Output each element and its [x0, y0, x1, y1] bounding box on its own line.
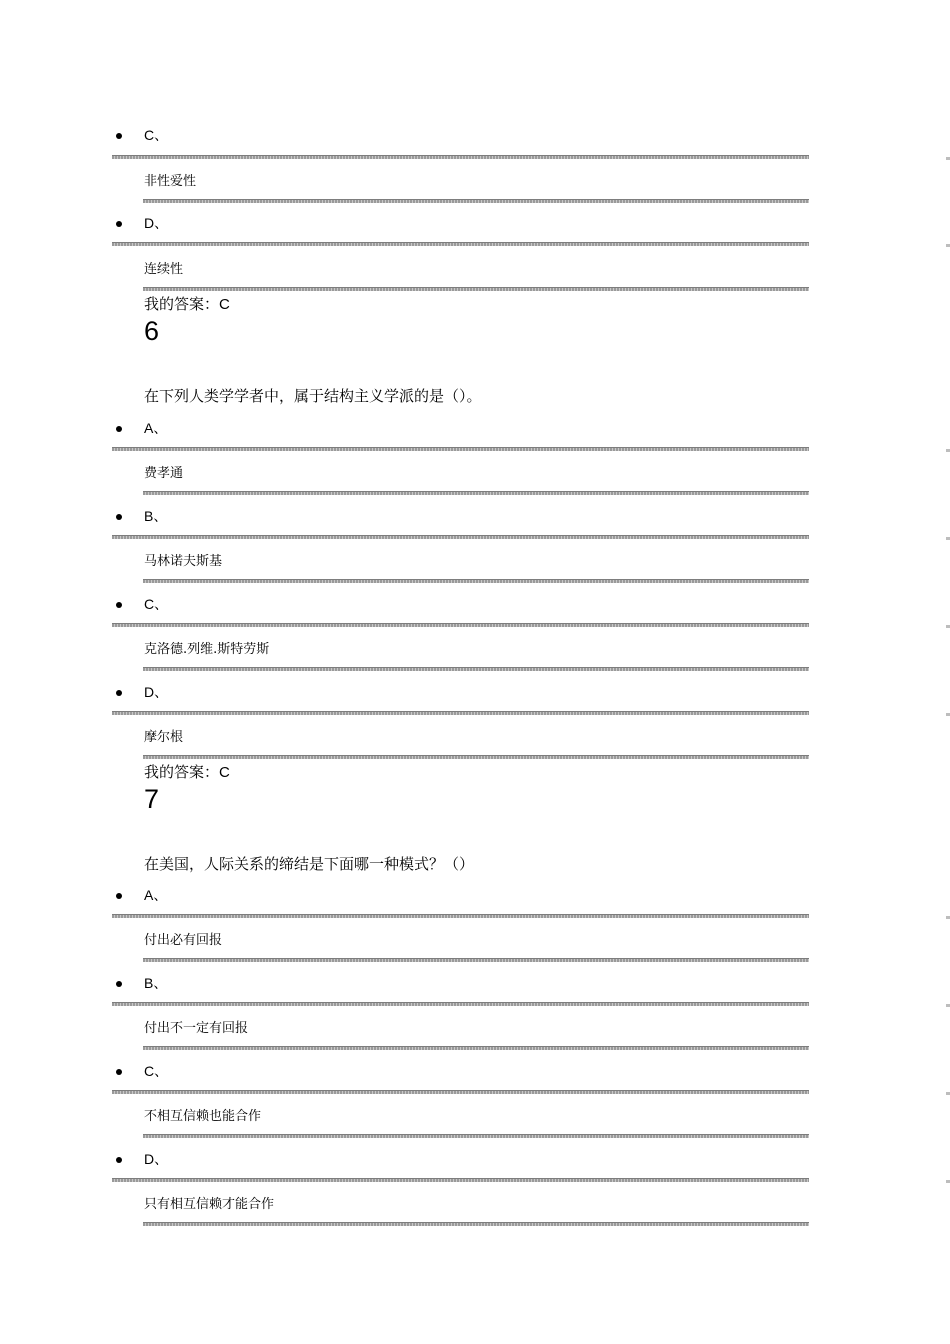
option-bullet [116, 893, 122, 899]
option-bullet [116, 690, 122, 696]
divider [143, 667, 809, 671]
option-label-d[interactable]: D、 [144, 1151, 169, 1167]
divider [143, 579, 809, 583]
edge-mark [946, 625, 950, 628]
edge-mark [946, 449, 950, 452]
my-answer-prefix: 我的答案： [144, 763, 220, 781]
option-text-d: 连续性 [144, 262, 184, 277]
option-text-a: 付出必有回报 [144, 933, 223, 948]
option-bullet [116, 981, 122, 987]
divider [112, 535, 809, 539]
edge-mark [946, 713, 950, 716]
option-label-a[interactable]: A、 [144, 887, 168, 903]
divider [143, 491, 809, 495]
divider [143, 755, 809, 759]
option-label-c[interactable]: C、 [144, 1063, 169, 1079]
divider [143, 1046, 809, 1050]
divider [143, 958, 809, 962]
option-text-c: 克洛德.列维.斯特劳斯 [144, 642, 270, 657]
divider [112, 447, 809, 451]
option-label-d[interactable]: D、 [144, 684, 169, 700]
divider [143, 1134, 809, 1138]
edge-mark [946, 1092, 950, 1095]
option-bullet [116, 426, 122, 432]
divider [112, 711, 809, 715]
divider [112, 1090, 809, 1094]
option-label-c[interactable]: C、 [144, 127, 169, 143]
divider [143, 287, 809, 291]
option-label-d[interactable]: D、 [144, 215, 169, 231]
edge-mark [946, 157, 950, 160]
edge-mark [946, 1004, 950, 1007]
option-bullet [116, 1157, 122, 1163]
question-text: 在美国，人际关系的缔结是下面哪一种模式？（） [144, 855, 475, 873]
my-answer [144, 762, 230, 783]
divider [112, 623, 809, 627]
my-answer-value: C [219, 764, 230, 781]
option-label-c[interactable]: C、 [144, 596, 169, 612]
divider [112, 1178, 809, 1182]
divider [143, 199, 809, 203]
divider [112, 1002, 809, 1006]
option-label-a[interactable]: A、 [144, 420, 168, 436]
option-bullet [116, 133, 122, 139]
question-number: 7 [144, 784, 160, 814]
option-bullet [116, 514, 122, 520]
edge-mark [946, 244, 950, 247]
option-bullet [116, 602, 122, 608]
divider [112, 242, 809, 246]
edge-mark [946, 1180, 950, 1183]
my-answer-prefix: 我的答案： [144, 295, 220, 313]
option-text-c: 不相互信赖也能合作 [144, 1109, 262, 1124]
my-answer-value: C [219, 296, 230, 313]
divider [112, 155, 809, 159]
option-label-b[interactable]: B、 [144, 975, 168, 991]
question-number: 6 [144, 316, 160, 346]
my-answer [144, 294, 230, 315]
edge-mark [946, 537, 950, 540]
option-label-b[interactable]: B、 [144, 508, 168, 524]
option-bullet [116, 221, 122, 227]
option-text-a: 费孝通 [144, 466, 184, 481]
edge-mark [946, 916, 950, 919]
option-text-b: 付出不一定有回报 [144, 1021, 249, 1036]
option-text-d: 摩尔根 [144, 730, 184, 745]
divider [112, 914, 809, 918]
divider [143, 1222, 809, 1226]
option-text-c: 非性爱性 [144, 174, 197, 189]
option-text-b: 马林诺夫斯基 [144, 554, 223, 569]
option-bullet [116, 1069, 122, 1075]
option-text-d: 只有相互信赖才能合作 [144, 1197, 275, 1212]
question-text: 在下列人类学学者中，属于结构主义学派的是（）。 [144, 387, 482, 405]
